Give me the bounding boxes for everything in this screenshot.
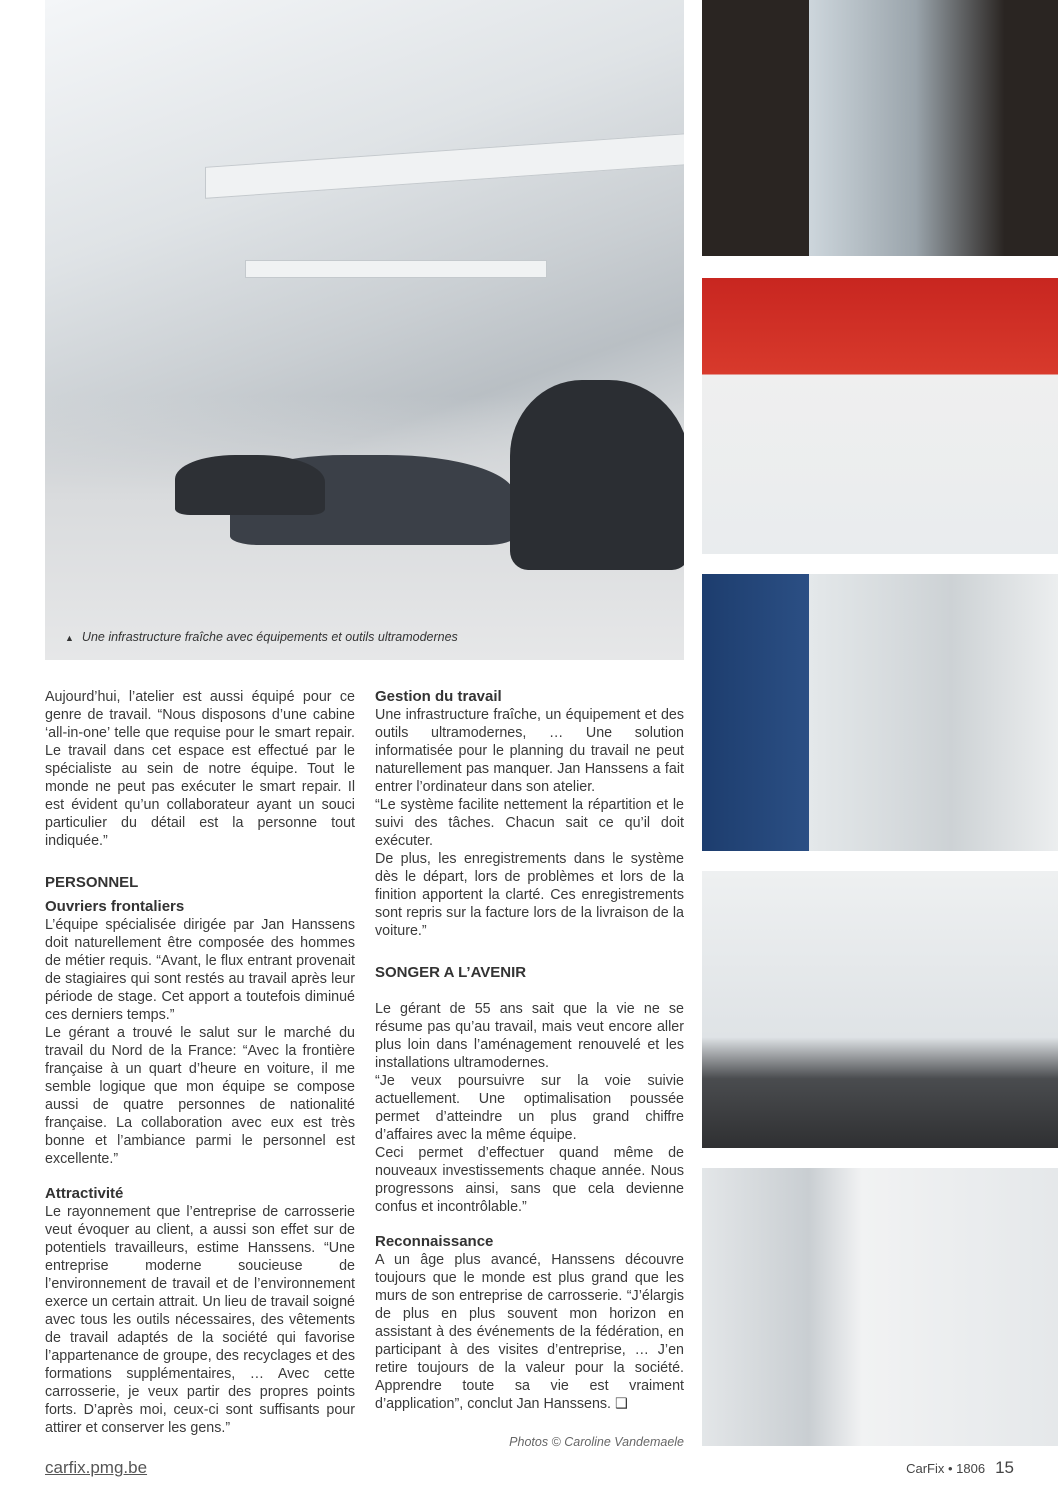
footer-issue — [906, 1458, 1014, 1478]
text-column-1 — [45, 688, 355, 1450]
paint-storage-photo — [702, 574, 1058, 851]
paragraph: “Je veux poursuivre sur la voie suivie actuellement. Une optimalisation poussée permet d’atteindre un plus grand chiffre d’affaires avec la même équipe. — [375, 1073, 684, 1143]
painter-photo — [702, 1168, 1058, 1446]
section-heading: PERSONNEL — [45, 874, 139, 891]
page-footer — [45, 1458, 1014, 1488]
mechanic-photo — [702, 278, 1058, 554]
showroom-photo — [702, 0, 1058, 256]
subheading: Ouvriers frontaliers — [45, 898, 185, 915]
paint-booth-photo — [702, 871, 1058, 1148]
text-columns — [45, 688, 684, 1450]
paragraph: “Le système facilite nettement la répartition et le suivi des tâches. Chacun sait ce qu’il doit exécuter. — [375, 797, 684, 849]
subheading: Reconnaissance — [375, 1233, 494, 1250]
triangle-up-icon: ▲ — [65, 633, 74, 643]
photo-credit: Photos © Caroline Vandemaele — [509, 1435, 684, 1449]
ceiling-beam — [245, 260, 547, 278]
page-number: 15 — [995, 1458, 1014, 1477]
paragraph: De plus, les enregistrements dans le système dès le départ, lors de problèmes et lors de la finition apportent la clarté. Ces enregistrements sont repris sur la facture lors de la livraison de la voiture.” — [375, 851, 684, 939]
paragraph: Aujourd’hui, l’atelier est aussi équipé pour ce genre de travail. “Nous disposons d’une cabine ‘all-in-one’ telle que requise pour le smart repair. Le travail dans cet espace est effectué par le spécialiste au sein de notre équipe. Tout le monde ne peut pas exécuter le smart repair. Il est évident qu’un collaborateur ayant un souci particulier du détail est la personne tout indiquée.” — [45, 689, 355, 849]
magazine-issue: CarFix • 1806 — [906, 1461, 986, 1476]
photo-caption: ▲ Une infrastructure fraîche avec équipements et outils ultramodernes — [65, 630, 458, 644]
subheading: Gestion du travail — [375, 688, 502, 705]
text-column-2 — [375, 688, 684, 1450]
paragraph: Le gérant de 55 ans sait que la vie ne se résume pas qu’au travail, mais veut encore aller plus loin dans l’aménagement renouvelé et les installations ultramodernes. — [375, 1001, 684, 1071]
ceiling-beam — [205, 133, 684, 199]
subheading: Attractivité — [45, 1185, 124, 1202]
section-heading: SONGER A L’AVENIR — [375, 964, 527, 981]
paragraph: Ceci permet d’effectuer quand même de nouveaux investissements chaque année. Nous progressons ainsi, sans que cela devienne confus et incontrôlable.” — [375, 1145, 684, 1215]
lifted-car — [510, 380, 684, 570]
paragraph: A un âge plus avancé, Hanssens découvre toujours que le monde est plus grand que les murs de son entreprise de carrosserie. “J’élargis de plus en plus souvent mon horizon en assistant à des événements de la fédération, en participant à des visites d’entreprise, … J’en retire toujours de la valeur pour la société. Apprendre toute sa vie est vraiment d’application”, conclut Jan Hanssens. ❑ — [375, 1252, 684, 1412]
paragraph: Le gérant a trouvé le salut sur le marché du travail du Nord de la France: “Avec la frontière française à un quart d’heure en voiture, il me semble logique que mon équipe se compose aussi de quatre personnes de nationalité française. La collaboration avec eux est très bonne et l’ambiance parmi le personnel est excellente.” — [45, 1025, 355, 1167]
workshop-photo — [45, 0, 684, 660]
website-link[interactable]: carfix.pmg.be — [45, 1458, 148, 1477]
paragraph: Une infrastructure fraîche, un équipement et des outils ultramodernes, … Une solution informatisée pour le planning du travail ne peut naturellement pas manquer. Jan Hanssens a fait entrer l’ordinateur dans son atelier. — [375, 707, 684, 795]
paragraph: L’équipe spécialisée dirigée par Jan Hanssens doit naturellement être composée des hommes de métier requis. “Avant, le flux entrant provenait de stagiaires qui sont restés au travail après leur période de stage. Cet apport a toutefois diminué ces derniers temps.” — [45, 917, 355, 1023]
paragraph: Le rayonnement que l’entreprise de carrosserie veut évoquer au client, a aussi son effet sur de potentiels travailleurs, estime Hanssens. “Une entreprise moderne soucieuse de l’environnement de travail et de l’environnement exerce un certain attrait. Un lieu de travail soigné avec tous les outils nécessaires, des vêtements de travail adaptés de la société qui favorise l’appartenance de groupe, des recyclages et des formations supplémentaires, … Avec cette carrosserie, je veux partir des propres points forts. D’après moi, ceux-ci sont suffisants pour attirer et conserver les gens.” — [45, 1204, 355, 1436]
car — [175, 455, 325, 515]
